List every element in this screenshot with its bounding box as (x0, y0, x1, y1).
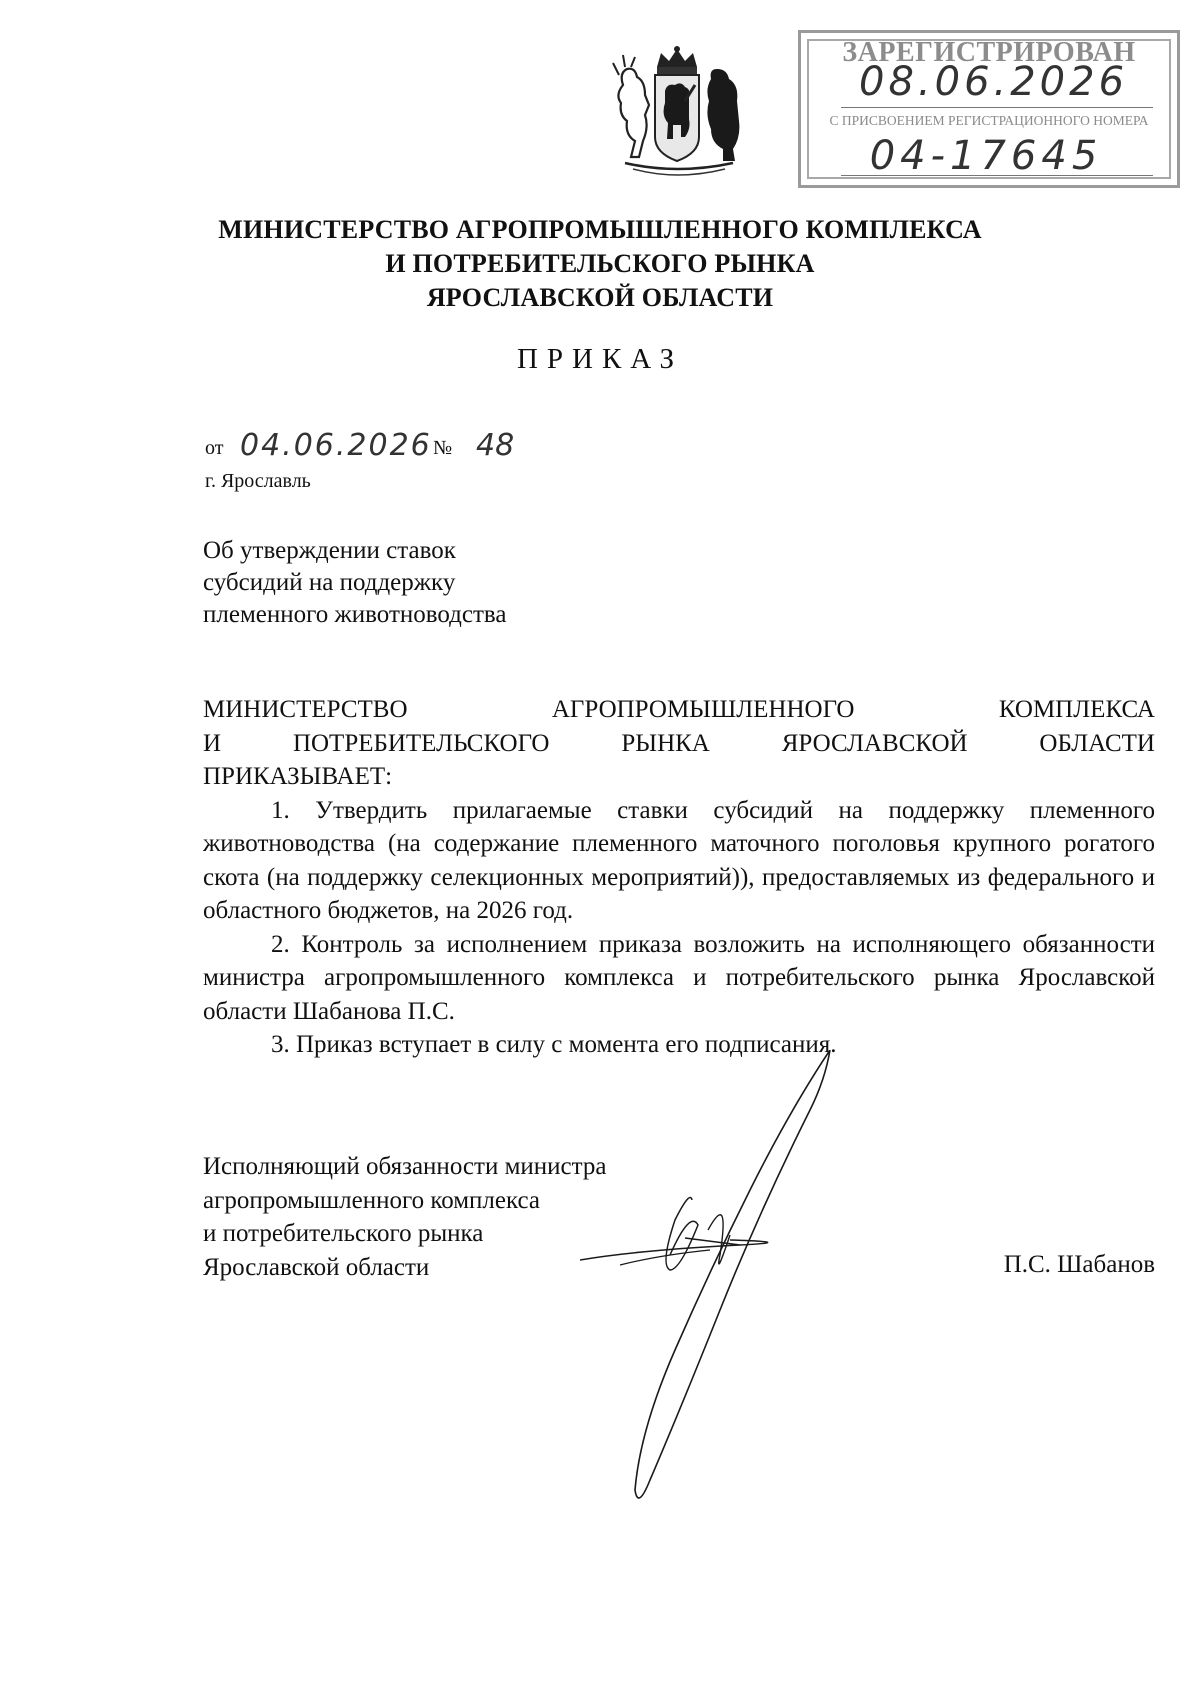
signatory-title-line: Исполняющий обязанности министра (203, 1153, 607, 1180)
stamp-handwritten-number: 04-17645 (869, 133, 1103, 179)
stamp-title: ЗАРЕГИСТРИРОВАН (842, 37, 1136, 68)
preamble-line2: И ПОТРЕБИТЕЛЬСКОГО РЫНКА ЯРОСЛАВСКОЙ ОБЛАСТИ (203, 729, 1155, 757)
signatory-title-line: Ярославской области (203, 1253, 430, 1281)
order-body (203, 693, 1155, 1062)
stamp-date-line (841, 107, 1153, 108)
ministry-heading-line2: И ПОТРЕБИТЕЛЬСКОГО РЫНКА (385, 249, 815, 278)
date-label: от (205, 437, 224, 459)
signatory-title-line: и потребительского рынка (203, 1220, 484, 1247)
city-label: г. Ярославль (205, 470, 311, 492)
signatory-title-line: агропромышленного комплекса (203, 1186, 541, 1214)
order-subject (203, 535, 703, 631)
number-label: № (433, 437, 453, 459)
ministry-heading-line3: ЯРОСЛАВСКОЙ ОБЛАСТИ (426, 283, 774, 312)
order-number: 48 (476, 428, 515, 463)
ministry-heading-line1: МИНИСТЕРСТВО АГРОПРОМЫШЛЕННОГО КОМПЛЕКСА (218, 215, 982, 244)
signatory-name: П.С. Шабанов (1003, 1251, 1155, 1278)
stamp-caption: С ПРИСВОЕНИЕМ РЕГИСТРАЦИОННОГО НОМЕРА (829, 113, 1149, 128)
subject-line: племенного животноводства (203, 601, 507, 628)
order-date: 04.06.2026 (240, 428, 432, 463)
signatory-block (203, 1150, 606, 1284)
subject-line: Об утверждении ставок (203, 537, 456, 564)
preamble-line1: МИНИСТЕРСТВО АГРОПРОМЫШЛЕННОГО КОМПЛЕКСА (203, 696, 1155, 723)
stamp-handwritten-date: 08.06.2026 (859, 59, 1129, 105)
order-item-2: 2. Контроль за исполнением приказа возложить на исполняющего обязанности министра агропромышленного комплекса и потребительского рынка Ярославской области Шабанова П.С. (203, 930, 1155, 1025)
ministry-heading (0, 213, 1200, 315)
order-item-1: 1. Утвердить прилагаемые ставки субсидий на поддержку племенного животноводства (на содержание племенного маточного поголовья крупного рогатого скота (на поддержку селекционных мероприятий)), предоставляемых из федерального и областного бюджетов, на 2026 год. (203, 796, 1155, 924)
document-type-title: ПРИКАЗ (516, 343, 684, 375)
handwritten-signature (580, 1050, 900, 1510)
preamble-line3: ПРИКАЗЫВАЕТ: (203, 763, 393, 790)
registration-stamp (798, 30, 1180, 188)
subject-line: субсидий на поддержку (203, 569, 456, 596)
stamp-number-line (841, 175, 1153, 176)
order-item-3: 3. Приказ вступает в силу с момента его подписания. (271, 1031, 837, 1058)
coat-of-arms-emblem (605, 45, 750, 185)
